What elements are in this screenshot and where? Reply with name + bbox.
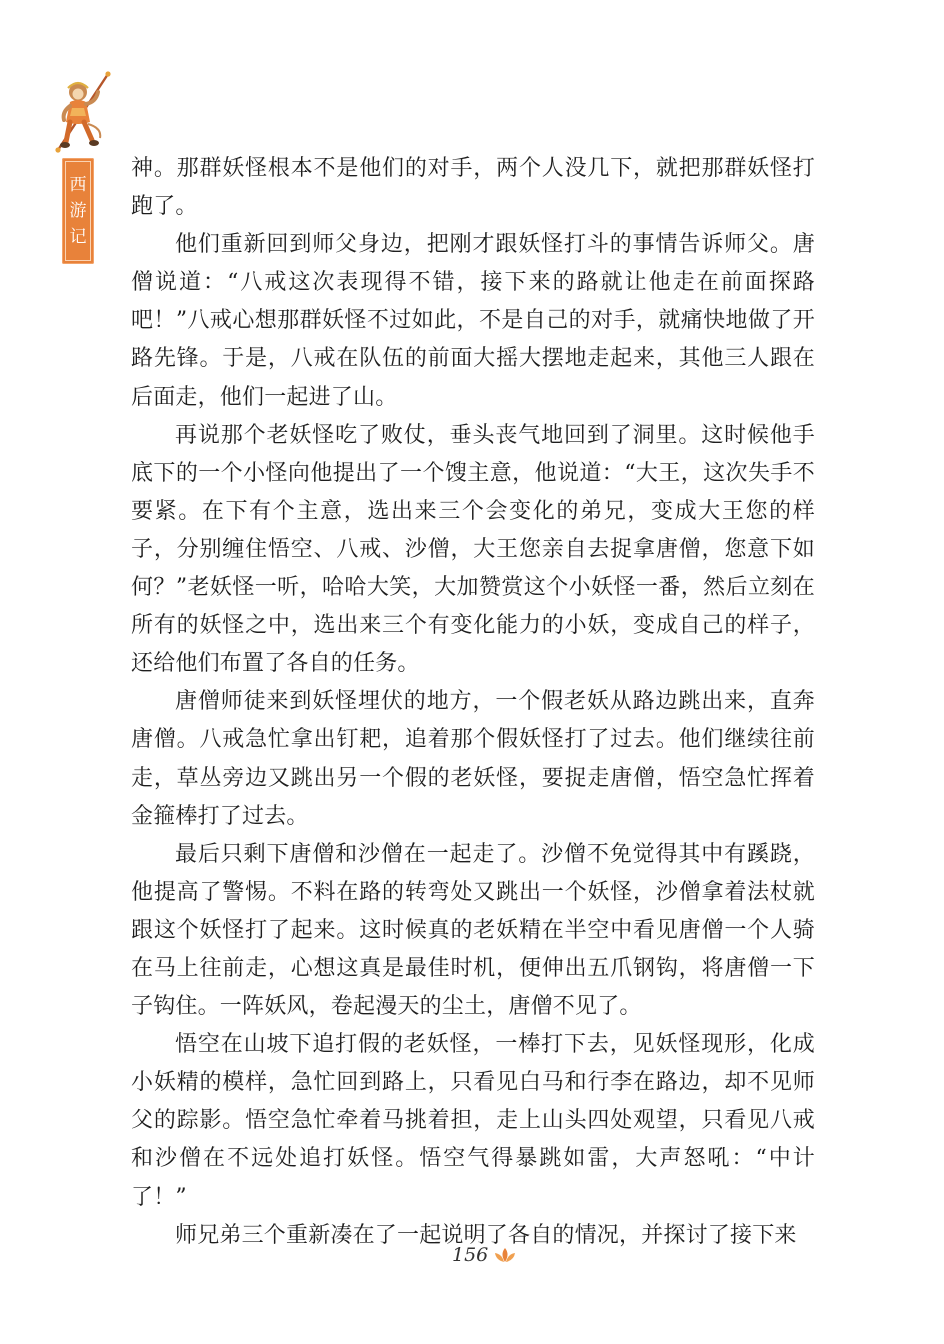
paragraph: 悟空在山坡下追打假的老妖怪，一棒打下去，见妖怪现形，化成小妖精的模样，急忙回到路上，只看见白马和行李在路边，却不见师父的踪影。悟空急忙牵着马挑着担，走上山头四处观望，只看见八戒和沙僧在不远处追打妖怪。悟空气得暴跳如雷，大声怒吼：“中计了！” — [131, 1032, 815, 1210]
paragraph: 神。那群妖怪根本不是他们的对手，两个人没几下，就把那群妖怪打跑了。 — [131, 156, 815, 220]
page-footer — [452, 1240, 516, 1270]
paragraph: 唐僧师徒来到妖怪埋伏的地方，一个假老妖从路边跳出来，直奔唐僧。八戒急忙拿出钉耙，追着那个假妖怪打了过去。他们继续往前走，草丛旁边又跳出另一个假的老妖怪，要捉走唐僧，悟空急忙挥着金箍棒打了过去。 — [131, 689, 815, 829]
paragraph: 他们重新回到师父身边，把刚才跟妖怪打斗的事情告诉师父。唐僧说道：“八戒这次表现得不错，接下来的路就让他走在前面探路吧！”八戒心想那群妖怪不过如此，不是自己的对手，就痛快地做了开路先锋。于是，八戒在队伍的前面大摇大摆地走起来，其他三人跟在后面走，他们一起进了山。 — [131, 232, 815, 410]
monkey-king-illustration-icon — [52, 68, 114, 156]
body-text — [131, 150, 815, 1255]
book-title: 西 游 记 — [69, 175, 87, 247]
paragraph: 师兄弟三个重新凑在了一起说明了各自的情况，并探讨了接下来 — [175, 1222, 797, 1248]
paragraph: 最后只剩下唐僧和沙僧在一起走了。沙僧不免觉得其中有蹊跷，他提高了警惕。不料在路的转弯处又跳出一个妖怪，沙僧拿着法杖就跟这个妖怪打了起来。这时候真的老妖精在半空中看见唐僧一个人骑在马上往前走，心想这真是最佳时机，便伸出五爪钢钩，将唐僧一下子钩住。一阵妖风，卷起漫天的尘土，唐僧不见了。 — [131, 841, 815, 1020]
page-number: 156 — [452, 1244, 489, 1266]
book-title-tab — [62, 158, 94, 264]
leaf-ornament-icon — [494, 1246, 516, 1264]
paragraph: 再说那个老妖怪吃了败仗，垂头丧气地回到了洞里。这时候他手底下的一个小怪向他提出了一个馊主意，他说道：“大王，这次失手不要紧。在下有个主意，选出来三个会变化的弟兄，变成大王您的样子，分别缠住悟空、八戒、沙僧，大王您亲自去捉拿唐僧，您意下如何？”老妖怪一听，哈哈大笑，大加赞赏这个小妖怪一番，然后立刻在所有的妖怪之中，选出来三个有变化能力的小妖，变成自己的样子，还给他们布置了各自的任务。 — [131, 422, 815, 677]
